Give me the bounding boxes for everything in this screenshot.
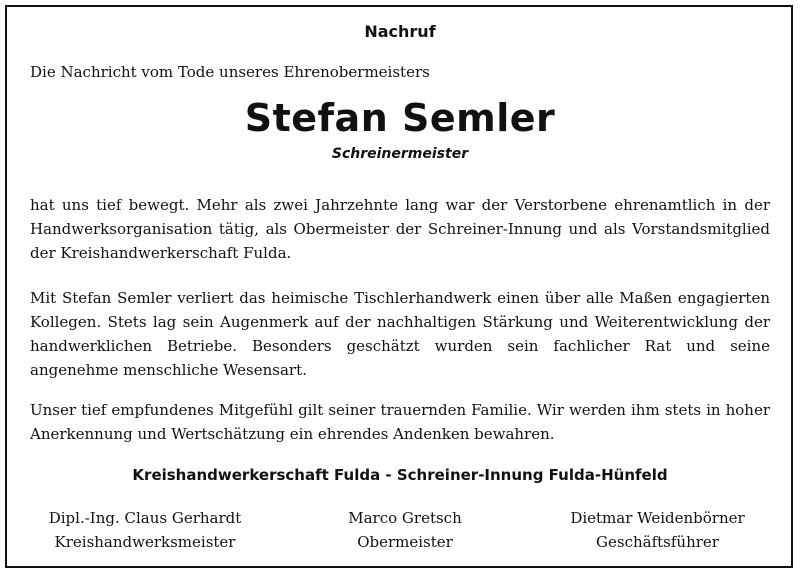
signatory-1-role: Kreishandwerksmeister — [54, 533, 236, 551]
signatory-3 — [540, 506, 775, 554]
notice-title: Nachruf — [364, 22, 436, 41]
signatory-2-name: Marco Gretsch — [348, 509, 462, 527]
signatory-1 — [30, 506, 260, 554]
intro-text: Die Nachricht vom Tode unseres Ehrenobermeisters — [30, 63, 430, 81]
signatory-3-name: Dietmar Weidenbörner — [570, 509, 745, 527]
paragraph-3: Unser tief empfundenes Mitgefühl gilt seiner trauernden Familie. Wir werden ihm stets in hoher Anerkennung und Wertschätzung ein ehrendes Andenken bewahren. — [30, 401, 770, 443]
signatory-3-role: Geschäftsführer — [596, 533, 719, 551]
deceased-name: Stefan Semler — [244, 96, 556, 140]
signatory-2-role: Obermeister — [357, 533, 453, 551]
signatory-2 — [305, 506, 505, 554]
paragraph-2: Mit Stefan Semler verliert das heimische Tischlerhandwerk einen über alle Maßen engagierten Kollegen. Stets lag sein Augenmerk auf der nachhaltigen Stärkung und Weiterentwicklung der handwerklichen Betriebe. Besonders geschätzt wurden sein fachlicher Rat und seine angenehme menschliche Wesensart. — [30, 289, 770, 379]
paragraph-1: hat uns tief bewegt. Mehr als zwei Jahrzehnte lang war der Verstorbene ehrenamtlich in der Handwerksorganisation tätig, als Obermeister der Schreiner-Innung und als Vorstandsmitglied der Kreishandwerkerschaft Fulda. — [30, 196, 770, 262]
deceased-profession: Schreinermeister — [331, 146, 469, 162]
organization-line: Kreishandwerkerschaft Fulda - Schreiner-Innung Fulda-Hünfeld — [132, 466, 668, 484]
signatory-1-name: Dipl.-Ing. Claus Gerhardt — [48, 509, 242, 527]
